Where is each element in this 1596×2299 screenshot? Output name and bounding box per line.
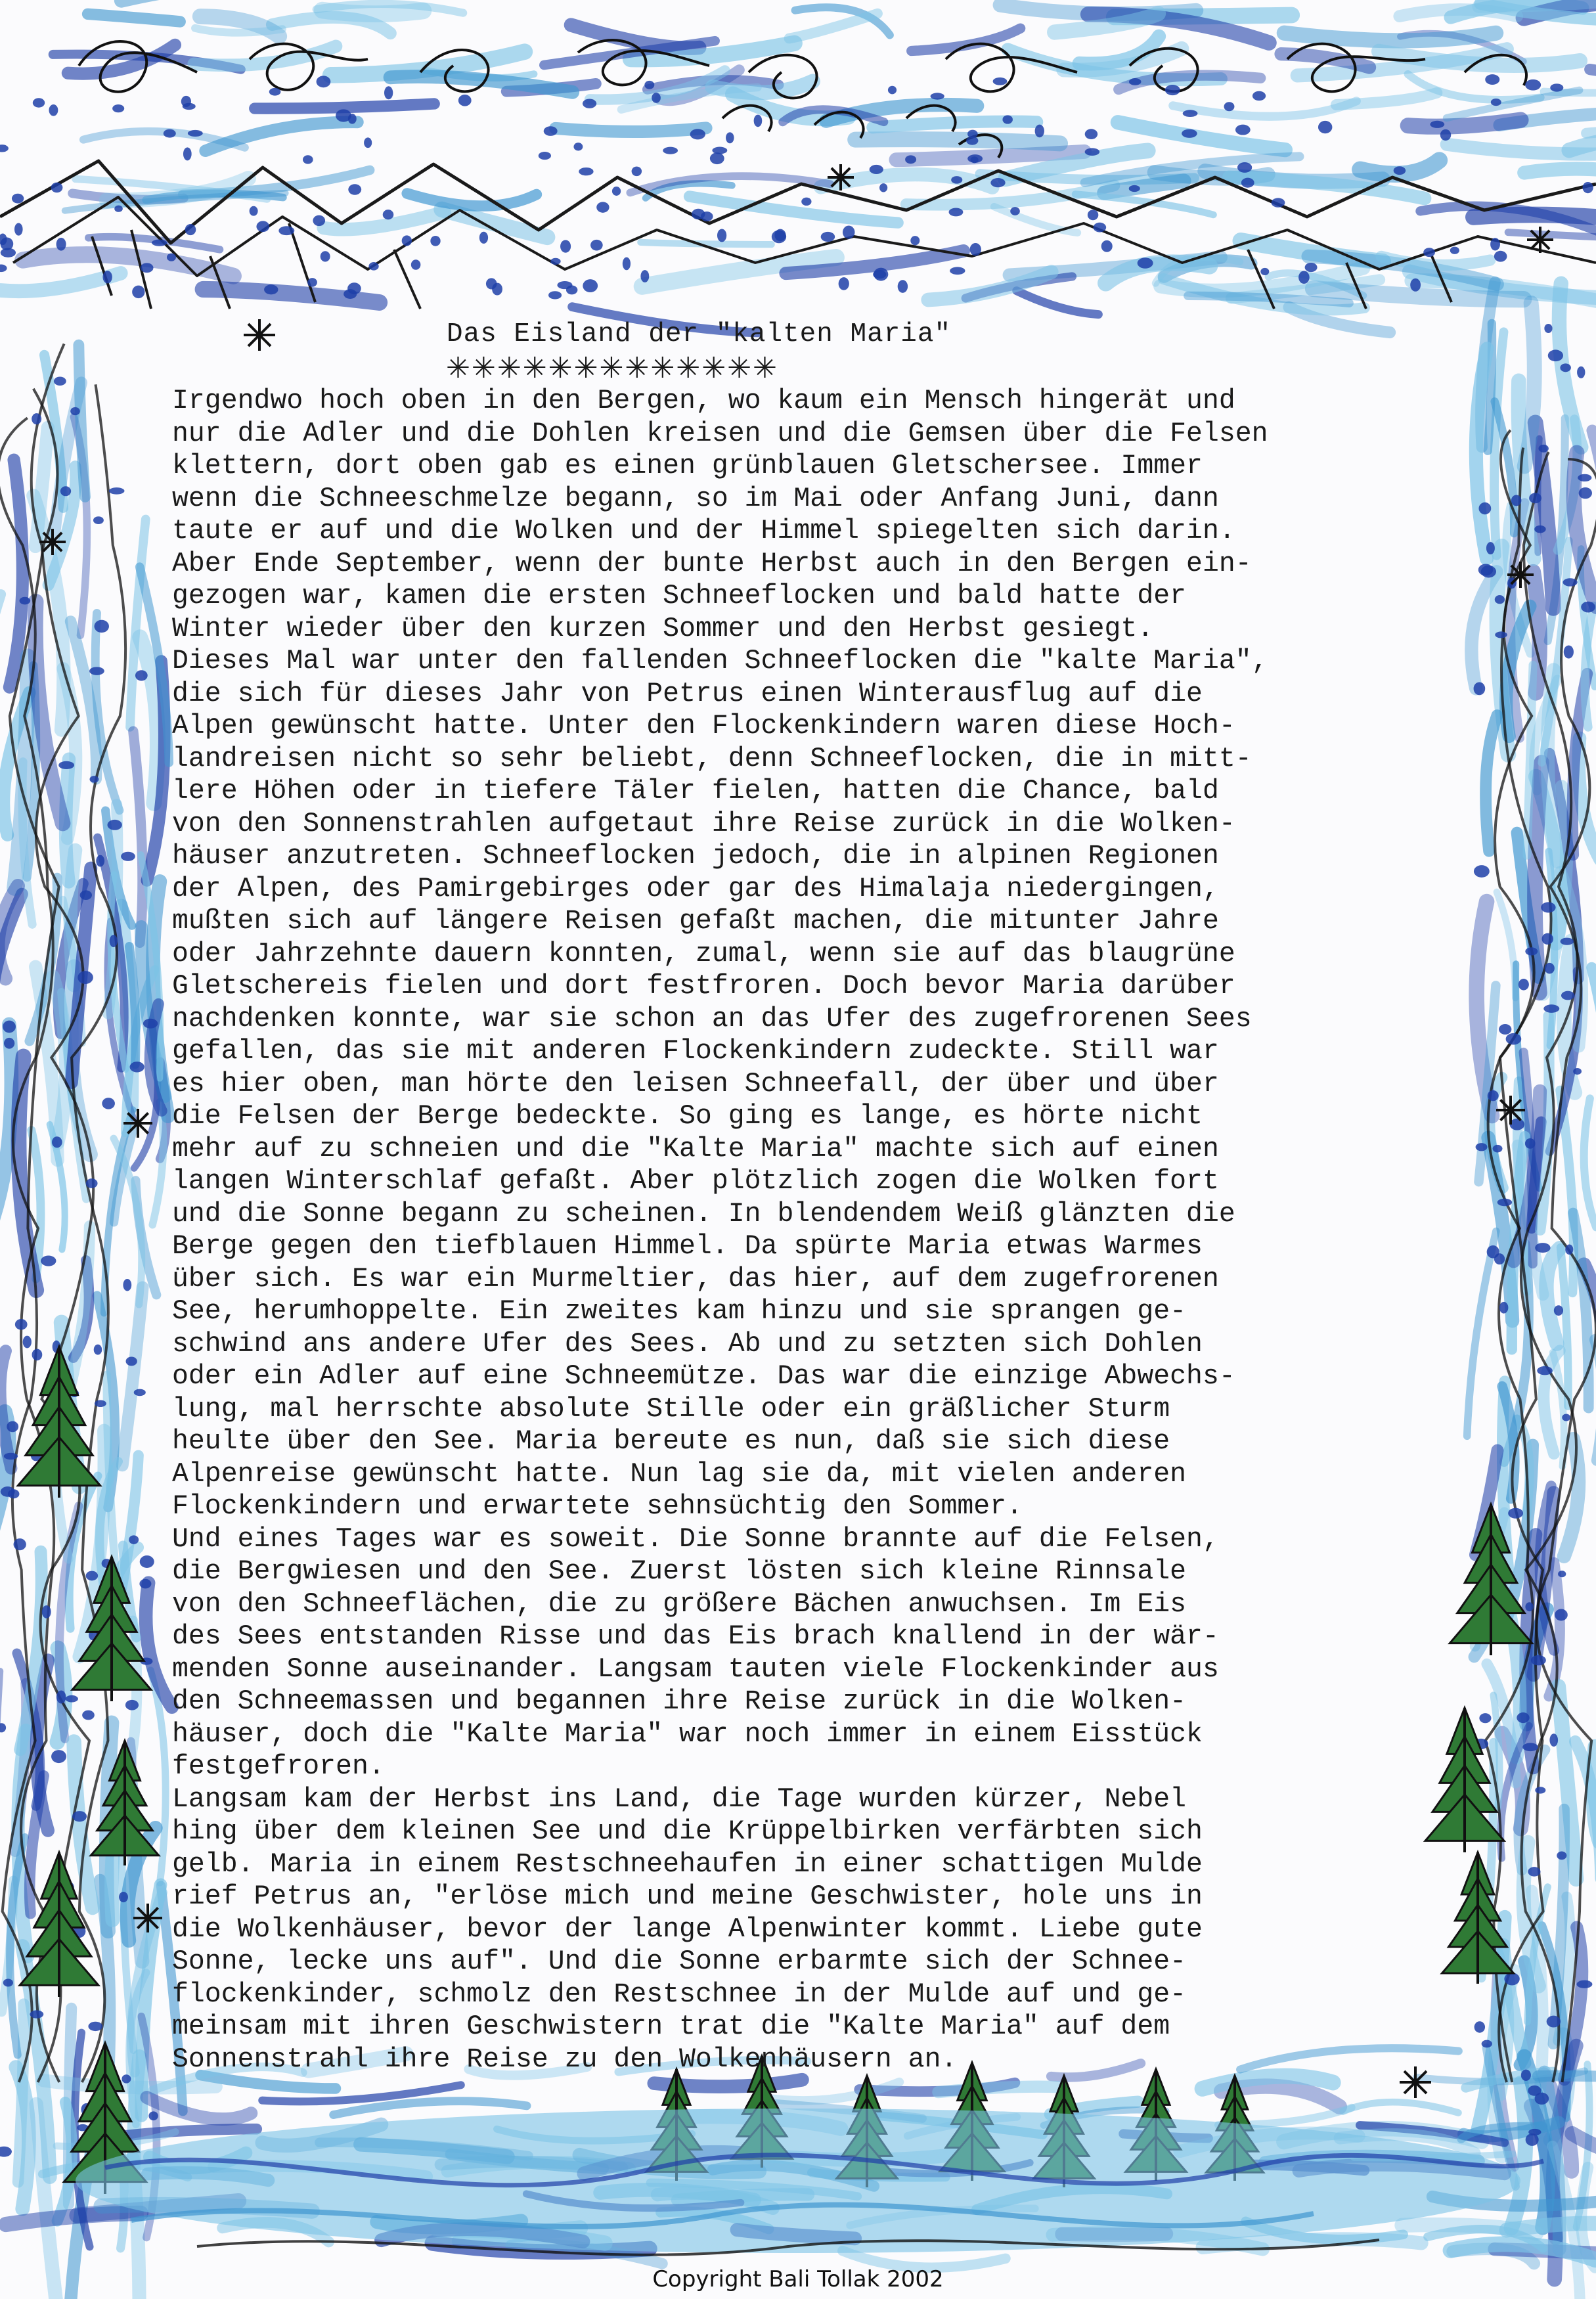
story-line: nachdenken konnte, war sie schon an das Ufer des zugefrorenen Sees xyxy=(172,1003,1252,1035)
story-line: die sich für dieses Jahr von Petrus einen Winterausflug auf die xyxy=(172,678,1203,709)
story-line: gefallen, das sie mit anderen Flockenkindern zudeckte. Still war xyxy=(172,1036,1219,1067)
story-line: Alpenreise gewünscht hatte. Nun lag sie da, mit vielen anderen xyxy=(172,1458,1187,1490)
story-line: klettern, dort oben gab es einen grünblauen Gletschersee. Immer xyxy=(172,451,1203,481)
story-line: schwind ans andere Ufer des Sees. Ab und zu setzten sich Dohlen xyxy=(172,1328,1203,1360)
story-line: Dieses Mal war unter den fallenden Schneeflocken die "kalte Maria", xyxy=(172,646,1268,677)
story-line: meinsam mit ihren Geschwistern trat die "Kalte Maria" auf dem xyxy=(172,2011,1170,2042)
story-title: Das Eisland der "kalten Maria" xyxy=(447,319,952,349)
copyright-notice: Copyright Bali Tollak 2002 xyxy=(652,2266,944,2292)
story-line: Irgendwo hoch oben in den Bergen, wo kaum ein Mensch hingerät und xyxy=(172,386,1235,416)
story-line: und die Sonne begann zu scheinen. In blendendem Weiß glänzten die xyxy=(172,1198,1235,1230)
snowflake-asterisk xyxy=(39,529,66,555)
story-line: von den Sonnenstrahlen aufgetaut ihre Reise zurück in die Wolken- xyxy=(172,808,1235,839)
snowflake-asterisk xyxy=(1527,227,1553,253)
story-line: es hier oben, man hörte den leisen Schneefall, der über und über xyxy=(172,1068,1219,1100)
story-line: gezogen war, kamen die ersten Schneeflocken und bald hatte der xyxy=(172,581,1187,612)
story-line: oder ein Adler auf eine Schneemütze. Das war die einzige Abwechs- xyxy=(172,1361,1235,1392)
story-line: nur die Adler und die Dohlen kreisen und die Gemsen über die Felsen xyxy=(172,418,1268,449)
story-line: See, herumhoppelte. Ein zweites kam hinzu und sie sprangen ge- xyxy=(172,1296,1187,1327)
story-line: Sonnenstrahl ihre Reise zu den Wolkenhäusern an. xyxy=(172,2043,958,2075)
story-line: heulte über den See. Maria bereute es nun, daß sie sich diese xyxy=(172,1426,1170,1457)
story-line: langen Winterschlaf gefaßt. Aber plötzlich zogen die Wolken fort xyxy=(172,1166,1219,1197)
story-line: lung, mal herrschte absolute Stille oder ein gräßlicher Sturm xyxy=(172,1393,1170,1425)
story-line: Aber Ende September, wenn der bunte Herbst auch in den Bergen ein- xyxy=(172,548,1252,579)
story-line: den Schneemassen und begannen ihre Reise zurück in die Wolken- xyxy=(172,1686,1187,1717)
story-line: häuser, doch die "Kalte Maria" war noch immer in einem Eisstück xyxy=(172,1718,1203,1750)
story-line: Gletschereis fielen und dort festfroren. Doch bevor Maria darüber xyxy=(172,971,1235,1002)
story-line: von den Schneeflächen, die zu größere Bächen anwuchsen. Im Eis xyxy=(172,1588,1187,1620)
story-line: über sich. Es war ein Murmeltier, das hier, auf dem zugefrorenen xyxy=(172,1263,1219,1295)
story-line: mehr auf zu schneien und die "Kalte Maria" machte sich auf einen xyxy=(172,1133,1219,1165)
story-line: flockenkinder, schmolz den Restschnee in der Mulde auf und ge- xyxy=(172,1978,1187,2010)
story-line: Alpen gewünscht hatte. Unter den Flockenkindern waren diese Hoch- xyxy=(172,711,1235,742)
story-line: die Wolkenhäuser, bevor der lange Alpenwinter kommt. Liebe gute xyxy=(172,1913,1203,1945)
story-line: Langsam kam der Herbst ins Land, die Tage wurden kürzer, Nebel xyxy=(172,1783,1187,1815)
story-line: taute er auf und die Wolken und der Himmel spiegelten sich darin. xyxy=(172,516,1235,547)
story-line: die Felsen der Berge bedeckte. So ging es lange, es hörte nicht xyxy=(172,1101,1203,1132)
snowflake-asterisk xyxy=(1496,1096,1525,1125)
story-line: Flockenkindern und erwartete sehnsüchtig den Sommer. xyxy=(172,1491,1023,1522)
snowflake-asterisk xyxy=(828,164,854,190)
story-line: gelb. Maria in einem Restschneehaufen in einer schattigen Mulde xyxy=(172,1848,1203,1880)
story-line: mußten sich auf längere Reisen gefaßt machen, die mitunter Jahre xyxy=(172,906,1219,937)
story-line: Und eines Tages war es soweit. Die Sonne brannte auf die Felsen, xyxy=(172,1523,1219,1555)
story-line: Winter wieder über den kurzen Sommer und den Herbst gesiegt. xyxy=(172,613,1154,644)
snowflake-asterisk xyxy=(133,1904,162,1932)
story-line: hing über dem kleinen See und die Krüppelbirken verfärbten sich xyxy=(172,1816,1203,1847)
story-line: Sonne, lecke uns auf". Und die Sonne erbarmte sich der Schnee- xyxy=(172,1946,1187,1977)
story-line: lere Höhen oder in tiefere Täler fielen, hatten die Chance, bald xyxy=(172,776,1219,807)
story-line: Berge gegen den tiefblauen Himmel. Da spürte Maria etwas Warmes xyxy=(172,1231,1203,1262)
story-line: wenn die Schneeschmelze begann, so im Mai oder Anfang Juni, dann xyxy=(172,483,1219,514)
story-line: menden Sonne auseinander. Langsam tauten viele Flockenkinder aus xyxy=(172,1653,1219,1685)
title-underline-stars: ✳✳✳✳✳✳✳✳✳✳✳✳✳ xyxy=(447,347,779,390)
story-text xyxy=(172,385,1479,2076)
story-line: rief Petrus an, "erlöse mich und meine Geschwister, hole uns in xyxy=(172,1881,1203,1912)
story-line: häuser anzutreten. Schneeflocken jedoch, die in alpinen Regionen xyxy=(172,841,1219,872)
story-line: der Alpen, des Pamirgebirges oder gar des Himalaja niedergingen, xyxy=(172,873,1219,904)
story-line: des Sees entstanden Risse und das Eis brach knallend in der wär- xyxy=(172,1621,1219,1652)
story-line: landreisen nicht so sehr beliebt, denn Schneeflocken, die in mitt- xyxy=(172,743,1252,774)
snowflake-asterisk xyxy=(123,1109,152,1138)
snowflake-asterisk xyxy=(244,319,275,351)
story-line: die Bergwiesen und den See. Zuerst lösten sich kleine Rinnsale xyxy=(172,1556,1187,1587)
snowflake-asterisk xyxy=(1507,562,1534,588)
story-line: oder Jahrzehnte dauern konnten, zumal, wenn sie auf das blaugrüne xyxy=(172,938,1235,970)
story-line: festgefroren. xyxy=(172,1751,385,1782)
fir-tree xyxy=(18,1347,100,1498)
